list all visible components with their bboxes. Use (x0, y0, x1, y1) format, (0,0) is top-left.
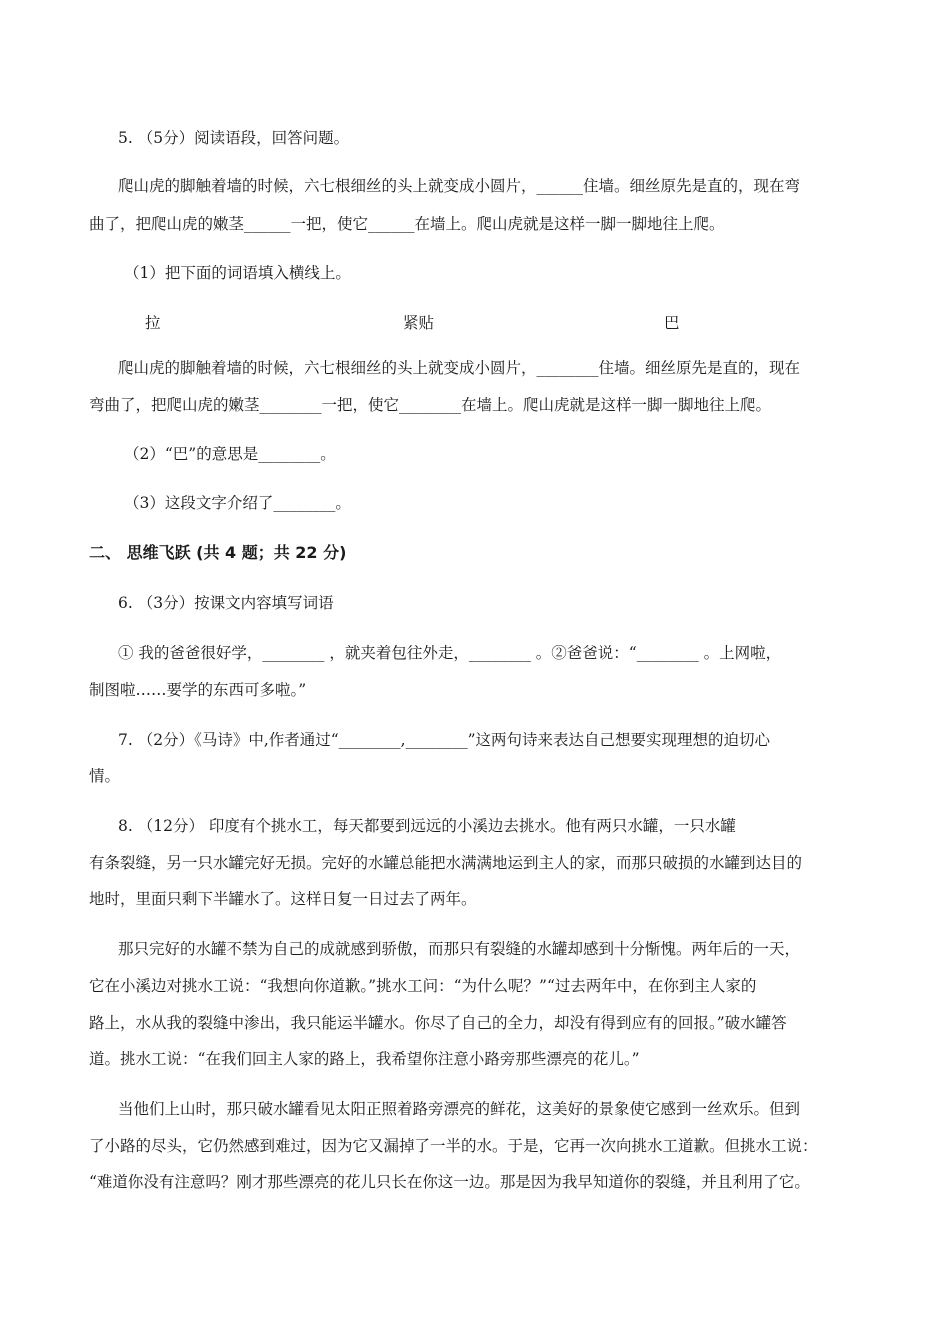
q7-line-2: 情。 (89, 767, 121, 785)
q8-line-1: 8. （12分） 印度有个挑水工，每天都要到远远的小溪边去挑水。他有两只水罐，一只水罐 (118, 817, 736, 835)
q8-p2-line-4: 道。挑水工说：“在我们回主人家的路上，我希望你注意小路旁那些漂亮的花儿。” (89, 1050, 640, 1068)
q5-title: 5. （5分）阅读语段，回答问题。 (118, 129, 350, 147)
word-option-2: 紧贴 (403, 314, 435, 332)
section-2-heading: 二、 思维飞跃 (共 4 题；共 22 分) (89, 543, 347, 562)
q8-p3-line-1: 当他们上山时，那只破水罐看见太阳正照着路旁漂亮的鲜花，这美好的景象使它感到一丝欢乐。但到 (118, 1100, 801, 1118)
q8-p3-line-2: 了小路的尽头，它仍然感到难过，因为它又漏掉了一半的水。于是，它再一次向挑水工道歉。但挑水工说： (89, 1137, 818, 1155)
q8-p2-line-1: 那只完好的水罐不禁为自己的成就感到骄傲，而那只有裂缝的水罐却感到十分惭愧。两年后的一天， (118, 940, 801, 958)
q7-line-1: 7. （2分）《马诗》中,作者通过“________,________”这两句诗来表达自己想要实现理想的迫切心 (118, 731, 771, 749)
q8-p3-line-3: “难道你没有注意吗？刚才那些漂亮的花儿只长在你这一边。那是因为我早知道你的裂缝，并且利用了它。 (89, 1173, 810, 1191)
q8-p2-line-2: 它在小溪边对挑水工说：“我想向你道歉。”挑水工问：“为什么呢？”“过去两年中，在你到主人家的 (89, 977, 757, 995)
q5-sub1: （1）把下面的词语填入横线上。 (124, 264, 351, 282)
q8-p2-line-3: 路上，水从我的裂缝中渗出，我只能运半罐水。你尽了自己的全力，却没有得到应有的回报。”破水罐答 (89, 1014, 787, 1032)
word-option-3: 巴 (664, 314, 680, 332)
q5-sub3: （3）这段文字介绍了________。 (124, 494, 351, 512)
q6-line-1: ① 我的爸爸很好学，________ ，就夹着包往外走，________ 。②爸爸说：“________ 。上网啦， (118, 644, 782, 662)
q5-fill-line-2: 弯曲了，把爬山虎的嫩茎________一把，使它________在墙上。爬山虎就是这样一脚一脚地往上爬。 (89, 396, 772, 414)
q6-line-2: 制图啦……要学的东西可多啦。” (89, 681, 307, 699)
word-option-1: 拉 (145, 314, 161, 332)
q5-sub2: （2）“巴”的意思是________。 (124, 445, 336, 463)
q5-passage-line-2: 曲了，把爬山虎的嫩茎______一把，使它______在墙上。爬山虎就是这样一脚一脚地往上爬。 (89, 215, 725, 233)
q8-line-2: 有条裂缝，另一只水罐完好无损。完好的水罐总能把水满满地运到主人的家，而那只破损的水罐到达目的 (89, 854, 803, 872)
q6-title: 6. （3分）按课文内容填写词语 (118, 594, 334, 612)
q5-passage-line-1: 爬山虎的脚触着墙的时候，六七根细丝的头上就变成小圆片，______住墙。细丝原先是直的，现在弯 (118, 177, 801, 195)
q8-line-3: 地时，里面只剩下半罐水了。这样日复一日过去了两年。 (89, 890, 477, 908)
q5-fill-line-1: 爬山虎的脚触着墙的时候，六七根细丝的头上就变成小圆片，________住墙。细丝原先是直的，现在 (118, 359, 801, 377)
